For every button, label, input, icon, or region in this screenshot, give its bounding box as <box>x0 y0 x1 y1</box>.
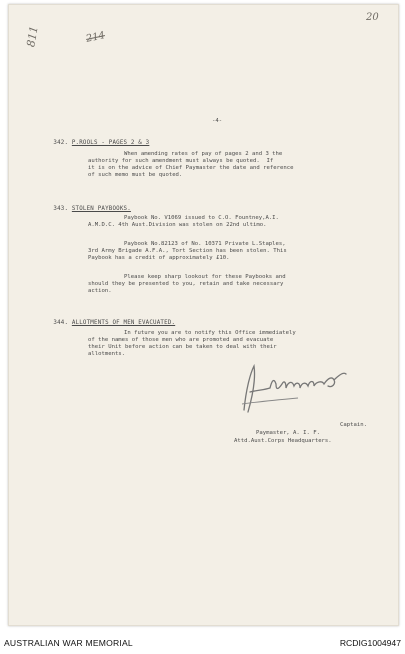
body-line: Paybook No. V1069 issued to C.O. Fountney,A.I. <box>124 215 279 221</box>
signature-rank: Captain. <box>340 422 367 428</box>
archive-record-id: RCDIG1004947 <box>339 638 401 648</box>
body-line: should they be presented to you, retain and take necessary <box>88 281 284 287</box>
body-line: their Unit before action can be taken to deal with their <box>88 344 277 350</box>
body-line: allotments. <box>88 351 126 357</box>
section-title: STOLEN PAYBOOKS. <box>71 206 131 212</box>
body-line: Please keep sharp lookout for these Paybooks and <box>124 274 286 280</box>
signature-title: Paymaster, A. I. F. <box>256 430 320 436</box>
archive-source-label: AUSTRALIAN WAR MEMORIAL <box>4 638 133 648</box>
section-number: 342. <box>53 140 69 146</box>
body-line: action. <box>88 288 112 294</box>
archive-footer <box>0 636 405 650</box>
section-343-heading <box>46 200 131 212</box>
section-number: 343. <box>53 206 69 212</box>
body-line: Paybook No.82123 of No. 10371 Private L.Staples, <box>124 241 286 247</box>
section-342-heading <box>46 134 149 146</box>
body-line: it is on the advice of Chief Paymaster the date and reference <box>88 165 294 171</box>
body-line: of such memo must be quoted. <box>88 172 183 178</box>
body-line: In future you are to notify this Office immediately <box>124 330 296 336</box>
pencil-reference-struck: 214 <box>85 30 107 45</box>
section-344-heading <box>46 314 175 326</box>
body-line: authority for such amendment must always be quoted. If <box>88 158 274 164</box>
signature-unit: Attd.Aust.Corps Headquarters. <box>234 438 332 444</box>
page-marker: -4- <box>212 118 223 124</box>
pencil-reference: 811 <box>24 25 41 48</box>
body-line: A.M.D.C. 4th Aust.Division was stolen on 22nd ultimo. <box>88 222 267 228</box>
section-number: 344. <box>53 320 69 326</box>
section-title: ALLOTMENTS OF MEN EVACUATED. <box>71 320 176 326</box>
body-line: Paybook has a credit of approximately £10. <box>88 255 230 261</box>
handwritten-signature <box>236 360 356 420</box>
pencil-page-number: 20 <box>366 12 379 23</box>
body-line: of the names of those men who are promoted and evacuate <box>88 337 274 343</box>
section-title: P.ROOLS - PAGES 2 & 3 <box>71 140 150 146</box>
body-line: 3rd Army Brigade A.F.A., Tort Section has been stolen. This <box>88 248 287 254</box>
body-line: When amending rates of pay of pages 2 and 3 the <box>124 151 283 157</box>
